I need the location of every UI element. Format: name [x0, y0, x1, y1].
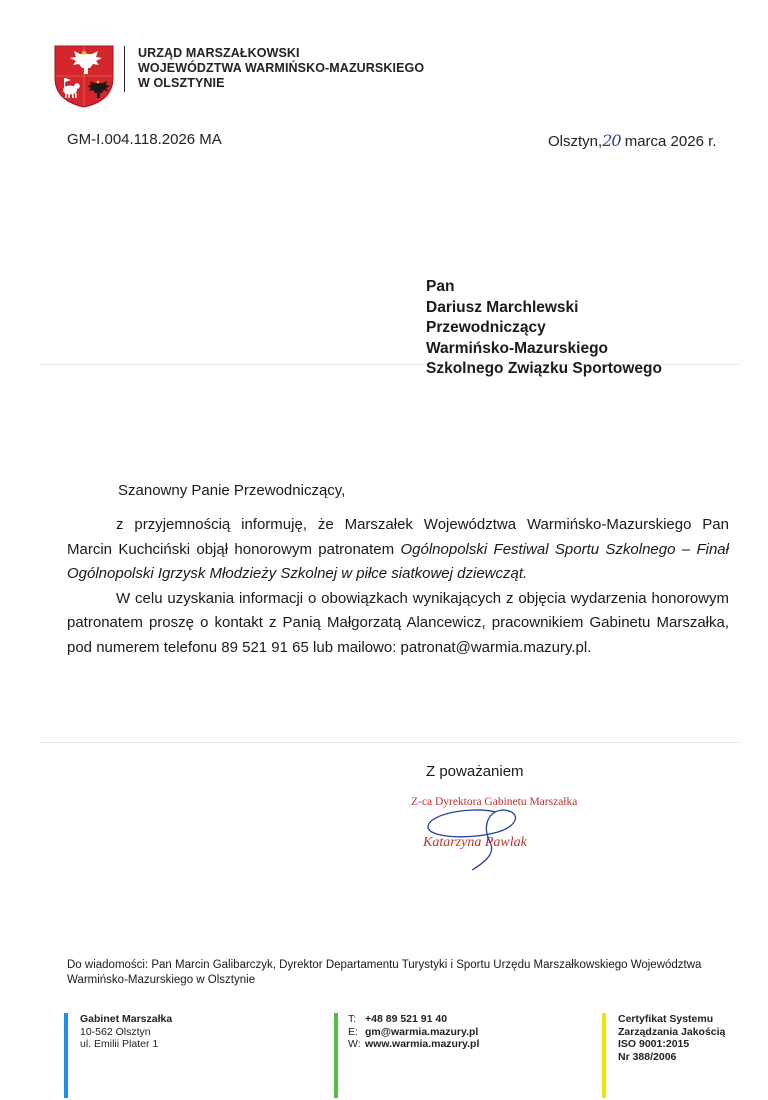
addressee-line: Szkolnego Związku Sportowego — [426, 360, 662, 377]
footer-accent-bar — [64, 1013, 68, 1098]
footer-certificate — [618, 1013, 725, 1063]
event-name: Ogólnopolski Festiwal Sportu Szkolnego – Finał Ogólnopolski Igrzysk Młodzieży Szkolnej w piłce siatkowej dziewcząt. — [67, 540, 729, 582]
office-name-line: WOJEWÓDZTWA WARMIŃSKO-MAZURSKIEGO — [138, 61, 425, 75]
certificate-line: Nr 388/2006 — [618, 1050, 677, 1063]
salutation: Szanowny Panie Przewodniczący, — [118, 482, 346, 499]
office-name-line: W OLSZTYNIE — [138, 76, 225, 90]
body-paragraph — [67, 513, 729, 587]
footer-contact — [348, 1013, 479, 1051]
date-day-handwritten: 20 — [602, 131, 621, 150]
handwritten-signature-icon — [400, 792, 580, 872]
footer-web: www.warmia.mazury.pl — [365, 1038, 480, 1050]
stamp-name: Katarzyna Pawlak — [423, 835, 527, 850]
footer-email-row — [348, 1026, 479, 1039]
signature-stamp — [400, 792, 580, 872]
body-paragraph: W celu uzyskania informacji o obowiązkach wynikających z objęcia wydarzenia honorowym patronatem proszę o kontakt z Panią Małgorzatą Alancewicz, pracownikiem Gabinetu Marszałka, pod numerem telefonu 89 521 91 65 lub mailowo: patronat@warmia.mazury.pl. — [67, 589, 729, 656]
footer-phone-label: T: — [348, 1013, 357, 1025]
cc-note: Do wiadomości: Pan Marcin Galibarczyk, Dyrektor Departamentu Turystyki i Sportu Urzędu Marszałkowskiego Województwa Warmińsko-Mazurskiego w Olsztynie — [67, 959, 702, 986]
certificate-line: Zarządzania Jakością — [618, 1025, 726, 1038]
certificate-line: ISO 9001:2015 — [618, 1038, 690, 1050]
certificate-line: Certyfikat Systemu — [618, 1013, 714, 1025]
header-divider — [124, 46, 125, 92]
addressee-line: Warmińsko-Mazurskiego — [426, 339, 609, 357]
reference-number: GM-I.004.118.2026 MA — [67, 131, 222, 148]
addressee-line: Pan — [426, 278, 455, 295]
scan-artifact — [40, 742, 740, 743]
date-rest: marca 2026 r. — [620, 133, 717, 150]
footer-web-row — [348, 1038, 479, 1051]
office-name-line: URZĄD MARSZAŁKOWSKI — [138, 46, 300, 60]
letter-body — [67, 513, 729, 660]
footer-phone: +48 89 521 91 40 — [365, 1013, 448, 1025]
footer-email-label: E: — [348, 1025, 358, 1038]
closing: Z poważaniem — [426, 763, 524, 780]
date-prefix: Olsztyn, — [548, 133, 603, 150]
footer-phone-row — [348, 1013, 479, 1026]
addressee-block — [426, 277, 662, 380]
footer-office-name: Gabinet Marszałka — [80, 1013, 173, 1025]
coat-of-arms — [53, 44, 115, 108]
coat-of-arms-shield-icon — [53, 44, 115, 108]
footer-office — [80, 1013, 172, 1051]
date-line — [548, 131, 716, 150]
footer-email: gm@warmia.mazury.pl — [365, 1025, 479, 1038]
footer-accent-bar — [334, 1013, 338, 1098]
footer-office-postcode: 10-562 Olsztyn — [80, 1025, 151, 1038]
footer-accent-bar — [602, 1013, 606, 1098]
body-paragraph-text: z przyjemnością informuję, że Marszałek Województwa Warmińsko-Mazurskiego Pan Marcin Kuchciński objął honorowym patronatem — [67, 516, 729, 558]
addressee-line: Przewodniczący — [426, 319, 546, 336]
office-name — [138, 46, 424, 91]
footer-office-street: ul. Emilii Plater 1 — [80, 1038, 159, 1050]
stamp-title: Z-ca Dyrektora Gabinetu Marszałka — [411, 796, 578, 808]
addressee-name: Dariusz Marchlewski — [426, 298, 579, 316]
footer-web-label: W: — [348, 1038, 361, 1050]
